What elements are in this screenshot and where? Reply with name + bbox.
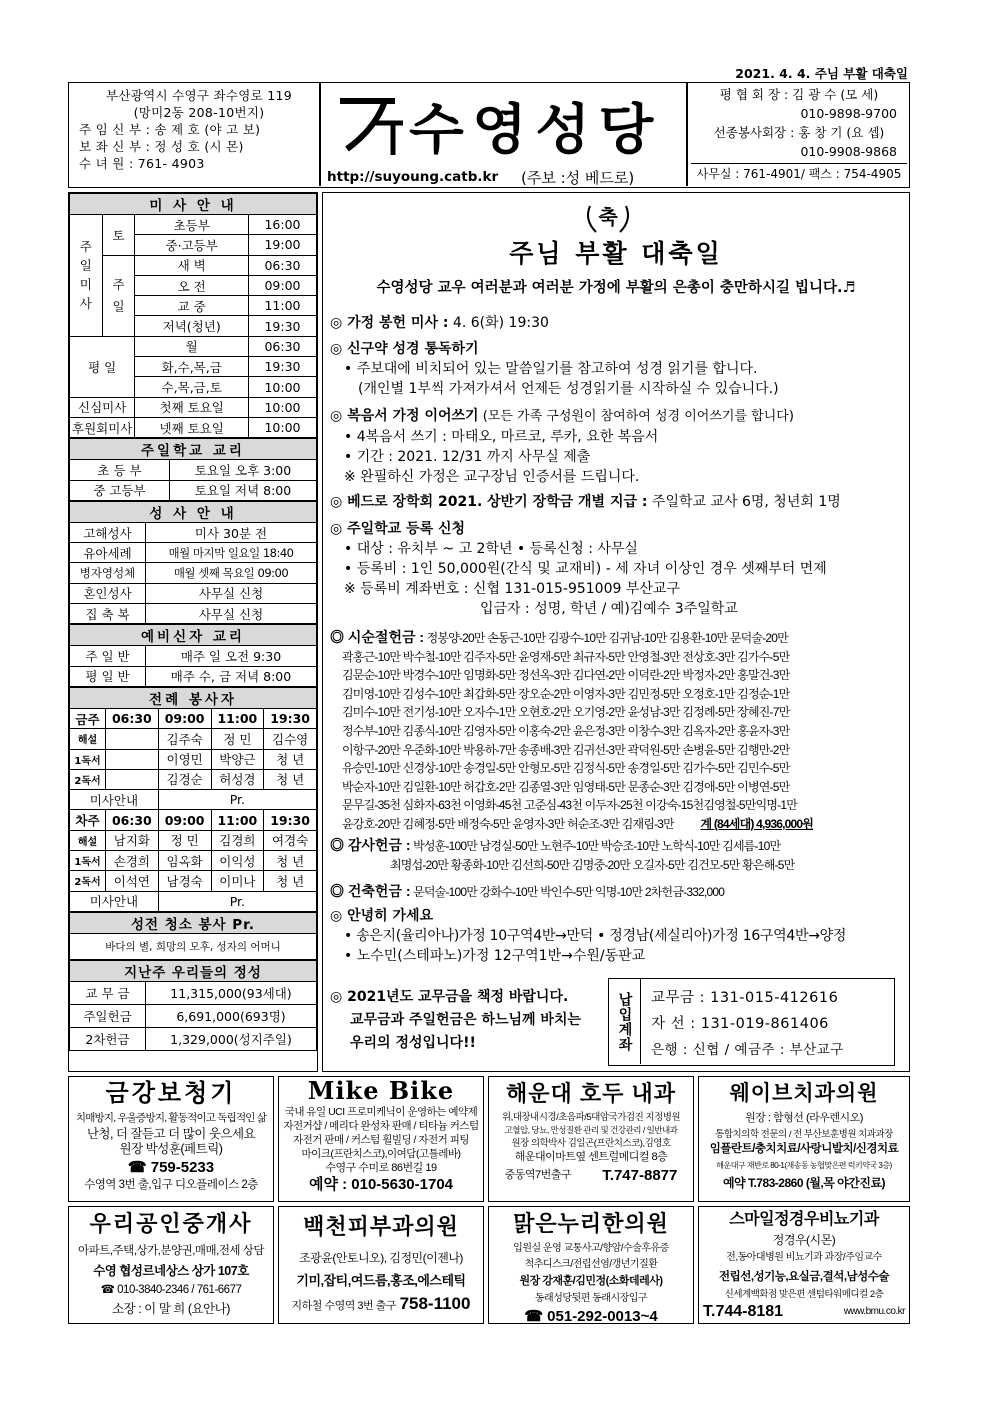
ad-line: 원장 : 함형선 (라우렌시오) — [745, 1112, 863, 1124]
pledge-line: 우리의 정성입니다!! — [350, 1035, 476, 1051]
offering-type: 교 무 금 — [70, 981, 146, 1004]
mass-time: 06:30 — [249, 336, 317, 356]
role-label: 2독서 — [70, 871, 106, 891]
council-president: 평 협 회 장 : 김 광 수 (모 세) — [719, 87, 879, 102]
ad-line: 원장 강재훈/김민정(소화데레사) — [519, 1275, 663, 1287]
catechumen-table — [69, 624, 317, 687]
ad-name: 해운대 호두 내과 — [506, 1081, 676, 1106]
ad-line: 조광윤(안토니오), 김정민(이젠나) — [299, 1251, 463, 1265]
server-name: 김경희 — [211, 830, 264, 850]
section-title: ◎ 건축헌금 : — [330, 883, 411, 899]
ad-line: 위,대장내시경/초음파/5대암국가검진 지정병원 — [501, 1112, 681, 1123]
ad-line: 국내 유일 UCI 프로미케닉이 운영하는 예약제 — [284, 1106, 478, 1118]
ad-bike-shop[interactable] — [278, 1076, 484, 1202]
scholarship-section — [330, 492, 902, 512]
ad-line: 자전거샵 / 메리다 완성차 판매 / 티타늄 커스텀 — [283, 1120, 479, 1132]
school-registration-section — [330, 519, 902, 619]
section-line: • 주보대에 비치되어 있는 말씀일기를 참고하여 성경 읽기를 합니다. — [344, 361, 758, 377]
week-label: 금주 — [70, 708, 106, 728]
mass-time: 06:30 — [106, 810, 159, 830]
ad-line: 아파트,주택,상가,분양권,매매,전세 상담 — [78, 1245, 264, 1257]
council-block — [691, 85, 907, 184]
ad-name: 맑은누리한의원 — [513, 1211, 669, 1236]
donor-line: 박순자-10만 김일환-10만 허갑호-2만 김종열-3만 임영태-5만 문종순-3만 김경애-5만 이병연-5만 — [342, 779, 790, 794]
section-line: • 노수민(스테파노)가정 12구역1반→수원/동판교 — [344, 948, 646, 964]
donor-line: 문무길-35천 심화자-63천 이영화-45천 고준심-43천 이두자-25천 이강숙-15천김영철-5만익명-1만 — [342, 798, 798, 813]
servers-title: 전례 봉사자 — [70, 687, 317, 708]
mass-time: 19:30 — [249, 316, 317, 336]
server-name: 이미나 — [211, 871, 264, 891]
mass-schedule-title: 미 사 안 내 — [70, 194, 317, 215]
website-url[interactable]: http://suyoung.catb.kr — [327, 169, 499, 185]
funeral-president: 선종봉사회장 : 홍 창 기 (요 셉) — [713, 125, 885, 140]
head-pastor: 주 임 신 부 : 송 제 호 (야 고 보) — [79, 122, 261, 137]
server-name — [106, 729, 159, 749]
server-name: 허성경 — [211, 769, 264, 789]
section-title: ◎ 신구약 성경 통독하기 — [330, 341, 479, 357]
feast-title: 주님 부활 대축일 — [509, 239, 723, 268]
section-title: ◎ 복음서 가정 이어쓰기 — [330, 408, 479, 424]
ad-line: 치매방지, 우울증방지, 활동적이고 독립적인 삶 — [75, 1112, 267, 1124]
cleaning-table — [69, 912, 317, 960]
donor-line: 곽홍근-10만 박수철-10만 김주자-5만 윤영재-5만 최규자-5만 안영철-3만 전상호-3만 김가수-5만 — [342, 649, 790, 664]
section-title: ◎ 감사헌금 : — [330, 837, 411, 853]
server-name: 정 민 — [211, 729, 264, 749]
mass-guide-label: 미사안내 — [70, 790, 159, 810]
mass-name: 수,목,금,토 — [135, 377, 249, 397]
mass-name: 첫째 토요일 — [135, 397, 249, 417]
offering-title: 지난주 우리들의 정성 — [70, 960, 317, 981]
server-name: 남지화 — [106, 830, 159, 850]
ad-line: 지하철 수영역 3번 출구 — [291, 1300, 396, 1312]
sacrament-name: 병자영성체 — [70, 563, 146, 583]
server-name: 청 년 — [264, 769, 317, 789]
ad-name: 웨이브치과의원 — [729, 1082, 879, 1105]
offering-type: 주일헌금 — [70, 1004, 146, 1027]
ad-line: 입원실 운영 교통사고/향암/수술후유증 — [513, 1243, 669, 1254]
mass-time: 11:00 — [211, 708, 264, 728]
ad-line: 정경우(시몬) — [772, 1233, 836, 1247]
section-value: 주일학교 교사 6명, 청년회 1명 — [647, 494, 841, 510]
account-label: 납입계좌 — [609, 979, 641, 1064]
sacrament-info: 매월 마지막 일요일 18:40 — [146, 543, 317, 563]
server-name: 손경희 — [106, 851, 159, 871]
weekday-label: 평 일 — [70, 336, 135, 397]
parish-logo — [327, 83, 692, 163]
mass-name: 월 — [135, 336, 249, 356]
building-offering-section — [330, 882, 902, 902]
mass-time: 11:00 — [249, 296, 317, 316]
mass-time: 16:00 — [249, 215, 317, 235]
feast-badge-text: 축 — [598, 205, 618, 229]
class-time: 매주 수, 금 저녁 8:00 — [146, 666, 317, 686]
donor-line: 김미영-10만 김성수-10만 최갑화-5만 장오순-2만 이영자-3만 김민정-5만 오정호-1만 김정순-1만 — [342, 686, 790, 701]
mass-name: 저녁(청년) — [135, 316, 249, 336]
sunday-mass-label: 주 일 미 사 — [70, 215, 103, 337]
mass-time: 10:00 — [249, 377, 317, 397]
tithe-account: 교무금 : 131-015-412616 — [651, 990, 839, 1006]
sacrament-table — [69, 501, 317, 624]
sacrament-name: 고해성사 — [70, 522, 146, 542]
charity-account: 자 선 : 131-019-861406 — [651, 1016, 829, 1032]
role-label: 해설 — [70, 729, 106, 749]
sunday-school-table — [69, 438, 317, 501]
section-value: 4. 6(화) 19:30 — [448, 315, 549, 331]
offering-amount: 11,315,000(93세대) — [146, 981, 317, 1004]
role-label: 1독서 — [70, 749, 106, 769]
pledge-line: 교무금과 주일헌금은 하느님께 바치는 — [350, 1012, 582, 1028]
ad-dermatology[interactable] — [278, 1206, 484, 1324]
school-time: 토요일 오후 3:00 — [170, 460, 317, 480]
account-box — [608, 978, 895, 1066]
convent: 수 녀 원 : 761- 4903 — [79, 156, 205, 171]
server-name: 김수영 — [264, 729, 317, 749]
support-mass: 후원회미사 — [70, 417, 135, 437]
sacrament-info: 사무실 신청 — [146, 604, 317, 624]
ad-line: 수영역 3번 출,입구 디오플레이스 2층 — [84, 1178, 258, 1191]
server-name: 정 민 — [158, 830, 211, 850]
offering-amount: 1,329,000(성지주일) — [146, 1027, 317, 1050]
ad-line: 해운대구 재반로 80-1(재송동 농협맞은편 럭키약국 3층) — [716, 1160, 892, 1170]
mass-time: 10:00 — [249, 417, 317, 437]
header — [68, 82, 910, 188]
section-title: ◎ 베드로 장학회 2021. 상반기 장학금 개별 지급 : — [330, 494, 648, 510]
ad-line: 원장 의학박사 김일곤(프란치스코),김영호 — [511, 1138, 671, 1149]
ad-hearing-aid[interactable] — [68, 1076, 274, 1202]
cleaning-title: 성전 청소 봉사 Pr. — [70, 912, 317, 933]
funeral-phone: 010-9908-9868 — [800, 144, 897, 159]
server-name: 김경순 — [158, 769, 211, 789]
class-time: 매주 일 오전 9:30 — [146, 646, 317, 666]
address-block — [79, 87, 319, 172]
role-label: 해설 — [70, 830, 106, 850]
address-line1: 부산광역시 수영구 좌수영로 119 — [105, 88, 293, 103]
section-line: • 송은지(율리아나)가정 10구역4반→만덕 • 정경남(세실리아)가정 16구역4반→양정 — [344, 928, 847, 944]
ad-website[interactable]: www.bmu.co.kr — [843, 1306, 905, 1318]
ad-line: 척추디스크/전립선염/갱년기질환 — [524, 1258, 658, 1270]
ad-line: 임플란트/충치치료/사랑니발치/신경치료 — [709, 1143, 899, 1155]
server-name — [106, 749, 159, 769]
patron-saint: (주보 :성 베드로) — [521, 169, 635, 187]
section-value: (모든 가족 구성원이 참여하여 성경 이어쓰기를 합니다) — [478, 409, 794, 424]
ad-phone: T.744-8181 — [703, 1303, 784, 1320]
mass-guide-label: 미사안내 — [70, 891, 159, 911]
bible-reading-section — [330, 339, 902, 399]
ad-name: 백천피부과의원 — [303, 1214, 459, 1239]
mass-time: 19:30 — [249, 357, 317, 377]
ad-line: 수영 협성르네상스 상가 107호 — [93, 1264, 249, 1278]
server-name: 청 년 — [264, 871, 317, 891]
server-name: 이익성 — [211, 851, 264, 871]
cleaning-groups: 바다의 별, 희망의 모후, 성자의 어머니 — [70, 933, 317, 959]
left-column — [68, 192, 318, 1072]
mass-name: 중·고등부 — [135, 235, 249, 255]
school-group: 초 등 부 — [70, 460, 170, 480]
ad-line: 원장 박성훈(페트릭) — [119, 1142, 223, 1156]
ad-name: Mike Bike — [307, 1076, 455, 1105]
mass-name: 넷째 토요일 — [135, 417, 249, 437]
donor-line: 윤강호-20만 김혜정-5만 배정숙-5만 윤영자-3만 허순조-3만 김재림-3만 — [342, 816, 674, 831]
mass-time: 10:00 — [249, 397, 317, 417]
council-phone: 010-9898-9700 — [800, 106, 897, 121]
office-contact: 사무실 : 761-4901/ 팩스 : 754-4905 — [691, 163, 907, 184]
pledge-notice — [330, 986, 600, 1055]
logo-mark-icon — [335, 89, 415, 159]
ad-internal-medicine[interactable] — [488, 1076, 694, 1202]
devotion-mass: 신심미사 — [70, 397, 135, 417]
week-label: 차주 — [70, 810, 106, 830]
mass-time: 11:00 — [211, 810, 264, 830]
ad-name: 금강보청기 — [105, 1080, 237, 1107]
server-name: 이석연 — [106, 871, 159, 891]
ad-line: 자전거 판매 / 커스텀 휠빌딩 / 자전거 피팅 — [292, 1134, 470, 1146]
mass-name: 새 벽 — [135, 255, 249, 275]
school-group: 중 고등부 — [70, 480, 170, 500]
server-name: 남경숙 — [158, 871, 211, 891]
sacrament-info: 사무실 신청 — [146, 583, 317, 603]
offering-type: 2차헌금 — [70, 1027, 146, 1050]
section-line: • 4복음서 쓰기 : 마태오, 마르코, 루카, 요한 복음서 — [344, 429, 659, 445]
ad-name: 스마일정경우비뇨기과 — [729, 1211, 879, 1228]
sacrament-name: 집 축 복 — [70, 604, 146, 624]
section-title: ◎ 안녕히 가세요 — [330, 908, 434, 924]
section-line: • 대상 : 유치부 ~ 고 2학년 • 등록신청 : 사무실 — [344, 541, 638, 557]
feast-badge — [580, 200, 636, 236]
ad-line: 통합치의학 전문의 / 전 부산보훈병원 치과과장 — [715, 1128, 893, 1140]
server-name: 박양근 — [211, 749, 264, 769]
home-mass-section — [330, 313, 902, 333]
donor-line: 최명섭-20만 황종화-10만 김선희-50만 김명중-20만 오길자-5만 김건모-5만 황은해-5만 — [390, 857, 795, 872]
ad-line: 신세계백화점 맞은편 센텀타워메디컬 2층 — [724, 1288, 884, 1300]
ad-phone: ☎ 010-3840-2346 / 761-6677 — [100, 1284, 242, 1296]
ad-phone: 예약 T.783-2860 (월,목 야간진료) — [722, 1176, 886, 1190]
sacrament-info: 매월 셋째 목요일 09:00 — [146, 563, 317, 583]
school-time: 토요일 저녁 8:00 — [170, 480, 317, 500]
issue-date: 2021. 4. 4. 주님 부활 대축일 — [735, 66, 908, 81]
mass-time: 19:30 — [264, 708, 317, 728]
mass-name: 초등부 — [135, 215, 249, 235]
lent-offering-section — [330, 628, 902, 834]
mass-name: 화,수,목,금 — [135, 357, 249, 377]
mass-guide-value: Pr. — [158, 891, 316, 911]
mass-guide-value: Pr. — [158, 790, 316, 810]
donor-line: 정봉양-20만 손동근-10만 김광수-10만 김귀남-10만 김용환-10만 문덕술-20만 — [424, 631, 788, 645]
server-name: 여경숙 — [264, 830, 317, 850]
section-title: ◎ 시순절헌금 : — [330, 629, 425, 645]
donor-line: 박성훈-100만 남경실-50만 노현주-10만 박승조-10만 노학식-10만 김세름-10만 — [410, 839, 781, 853]
pledge-line: ◎ 2021년도 교무금을 책정 바랍니다. — [330, 989, 569, 1005]
donor-line: 이항구-20만 우준화-10만 박용하-7만 송종배-3만 김귀선-3만 곽덕원-5만 손병윤-5만 김행만-2만 — [342, 742, 790, 757]
section-title: ◎ 가정 봉헌 미사 : — [330, 315, 449, 331]
ad-line: 마이크(프란치스코),이여담(고틀레바) — [301, 1148, 461, 1160]
mass-time: 09:00 — [158, 810, 211, 830]
section-line: • 기간 : 2021. 12/31 까지 사무실 제출 — [344, 449, 591, 465]
ad-urology[interactable] — [698, 1206, 910, 1324]
liturgy-servers-table — [69, 687, 317, 912]
ad-line: 전립선,성기능,요실금,결석,남성수술 — [719, 1270, 889, 1283]
mass-time: 06:30 — [106, 708, 159, 728]
ad-line: 전,동아대병원 비뇨기과 과장/주임교수 — [726, 1251, 882, 1263]
farewell-section — [330, 906, 902, 966]
saturday-label: 토 — [102, 215, 135, 256]
ad-line: 소장 : 이 말 희 (요안나) — [112, 1302, 230, 1316]
offering-amount: 6,691,000(693명) — [146, 1004, 317, 1027]
donor-line: 유승민-10만 신경상-10만 송경일-5만 안형모-5만 김정식-5만 송경일-5만 김가수-5만 김민수-5만 — [342, 761, 790, 776]
section-line: • 등록비 : 1인 50,000원(간식 및 교재비) - 세 자녀 이상인 경우 셋째부터 면제 — [344, 561, 827, 577]
gospel-copy-section — [330, 406, 902, 487]
bank-info: 은행 : 신협 / 예금주 : 부산교구 — [651, 1042, 844, 1058]
server-name: 이영민 — [158, 749, 211, 769]
sacrament-title: 성 사 안 내 — [70, 501, 317, 522]
sunday-label: 주 일 — [102, 255, 135, 336]
sunday-school-title: 주일학교 교리 — [70, 439, 317, 460]
assistant-pastor: 보 좌 신 부 : 정 성 호 (시 몬) — [79, 139, 244, 154]
ad-line: 해운대이마트옆 센트럴메디컬 8층 — [514, 1151, 668, 1163]
mass-name: 오 전 — [135, 275, 249, 295]
sacrament-name: 혼인성사 — [70, 583, 146, 603]
mass-time: 09:00 — [249, 275, 317, 295]
ad-oriental-clinic[interactable] — [488, 1206, 694, 1324]
thanks-offering-section — [330, 836, 902, 874]
address-line2: (망미2동 208-10번지) — [133, 105, 265, 120]
class-name: 평 일 반 — [70, 666, 146, 686]
ad-dental-clinic[interactable] — [698, 1076, 910, 1202]
server-name: 임옥화 — [158, 851, 211, 871]
donor-line: 문덕술-100만 강화수-10만 박인수-5만 익명-10만 2차헌금-332,000 — [410, 885, 725, 899]
logo-text: 수영성당 — [408, 98, 662, 161]
donor-line: 김문순-10만 박경수-10만 임명화-5만 정선옥-3만 김다연-2만 이덕란-2만 박정자-2만 홍말건-3만 — [342, 668, 790, 683]
section-line: (개인별 1부씩 가져가셔서 언제든 성경읽기를 시작하실 수 있습니다.) — [358, 381, 779, 397]
section-title: ◎ 주일학교 등록 신청 — [330, 521, 466, 537]
ad-line: 난청, 더 잘듣고 더 많이 웃으세요 — [86, 1126, 256, 1141]
ad-line: 동래성당뒷편 동래시장입구 — [534, 1293, 648, 1304]
mass-time: 19:30 — [264, 810, 317, 830]
role-label: 2독서 — [70, 769, 106, 789]
mass-schedule-table — [69, 193, 317, 438]
lent-total: 계 (84세대) 4,936,000원 — [700, 816, 814, 831]
role-label: 1독서 — [70, 851, 106, 871]
mass-time: 06:30 — [249, 255, 317, 275]
ad-real-estate[interactable] — [68, 1206, 274, 1324]
section-line: ※ 등록비 계좌번호 : 신협 131-015-951009 부산교구 — [344, 581, 680, 597]
server-name — [106, 769, 159, 789]
server-name: 김주숙 — [158, 729, 211, 749]
offering-table — [69, 960, 317, 1051]
greeting: 수영성당 교우 여러분과 여러분 가정에 부활의 은총이 충만하시길 빕니다.♬ — [376, 280, 856, 296]
ad-phone: 758-1100 — [399, 1294, 471, 1313]
ad-phone: T.747-8877 — [602, 1166, 678, 1184]
sacrament-info: 미사 30분 전 — [146, 522, 317, 542]
class-name: 주 일 반 — [70, 646, 146, 666]
section-line: 입금자 : 성명, 학년 / 예)김예수 3주일학교 — [480, 601, 738, 617]
ad-line: 중동역7번출구 — [504, 1168, 572, 1181]
sacrament-name: 유아세례 — [70, 543, 146, 563]
donor-line: 정수부-10만 김종식-10만 김영자-5만 이홍숙-2만 윤은정-3만 이창수-3만 김옥자-2만 홍윤자-3만 — [342, 723, 790, 738]
ad-phone: ☎ 759-5233 — [127, 1158, 215, 1176]
donor-line: 김미수-10만 전기성-10만 오자수-1만 오현호-2만 오기영-2만 윤성남-3만 김정례-5만 장혜진-7만 — [342, 705, 790, 720]
ad-line: 수영구 수미로 86번길 19 — [325, 1162, 437, 1174]
ad-name: 우리공인중개사 — [89, 1211, 253, 1236]
server-name: 청 년 — [264, 749, 317, 769]
server-name: 청 년 — [264, 851, 317, 871]
ad-line: 기미,잡티,여드름,홍조,에스테틱 — [296, 1273, 466, 1288]
catechumen-title: 예비신자 교리 — [70, 625, 317, 646]
mass-name: 교 중 — [135, 296, 249, 316]
ad-line: 고혈압, 당뇨, 만성질환 관리 및 건강관리 / 일반내과 — [504, 1125, 678, 1135]
mass-time: 19:00 — [249, 235, 317, 255]
ad-phone: ☎ 051-292-0013~4 — [524, 1307, 658, 1324]
section-line: ※ 완필하신 가정은 교구장님 인증서를 드립니다. — [344, 469, 640, 485]
ad-phone: 예약 : 010-5630-1704 — [308, 1176, 454, 1193]
mass-time: 09:00 — [158, 708, 211, 728]
